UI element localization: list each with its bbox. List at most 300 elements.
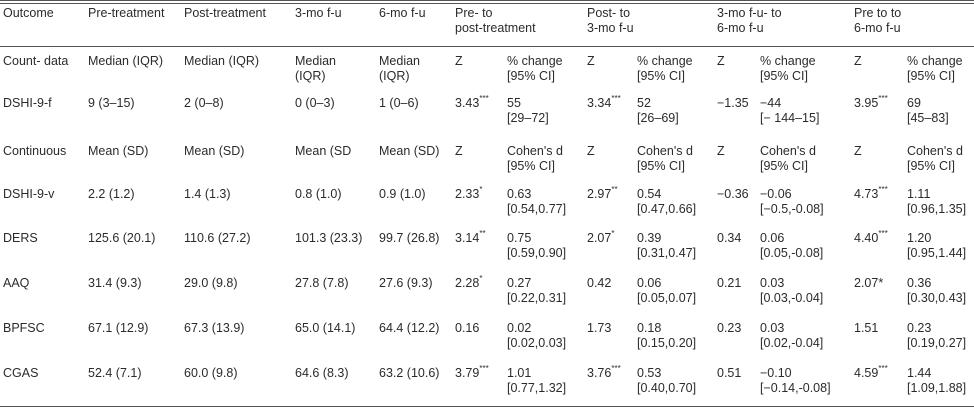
table-cell-line: DSHI-9-f [3, 96, 52, 110]
table-cell [584, 359, 634, 407]
table-row [0, 359, 974, 407]
table-cell-line: Z [587, 54, 595, 68]
table-cell-line: Mean (SD) [88, 144, 149, 158]
header-cell [452, 4, 536, 47]
table-cell-line [455, 96, 504, 111]
table-cell-line: −0.06 [760, 187, 792, 201]
table-cell-line [587, 96, 634, 111]
table-cell-line: Z [587, 144, 595, 158]
table-cell [181, 180, 292, 224]
table-cell [292, 180, 376, 224]
table-cell [85, 269, 181, 314]
table-cell [757, 359, 851, 407]
table-cell-line: 0.03 [760, 276, 785, 290]
table-cell-line [854, 187, 904, 202]
table-cell-line: 27.8 (7.8) [295, 276, 349, 290]
table-cell-line: 0.27 [507, 276, 532, 290]
table-cell-line: 0.9 (1.0) [379, 187, 426, 201]
table-cell [904, 180, 974, 224]
table-cell [714, 47, 757, 90]
table-cell-line: 0.42 [587, 276, 612, 290]
header-cell [292, 4, 376, 47]
z-value: 4.59 [854, 366, 879, 380]
table-cell [904, 269, 974, 314]
table-cell [181, 47, 292, 90]
z-value: 2.07 [587, 231, 612, 245]
header-cell [181, 4, 292, 47]
table-cell [634, 269, 714, 314]
table-cell-line: 1.4 (1.3) [184, 187, 231, 201]
table-cell-line [854, 96, 904, 111]
table-cell [292, 137, 376, 180]
table-cell-line: CGAS [3, 366, 39, 380]
row-label [0, 47, 85, 90]
table-cell-line: [0.05,-0.08] [760, 246, 824, 260]
table-cell [634, 224, 714, 269]
row-label [0, 180, 85, 224]
significance-marker: *** [611, 364, 621, 373]
table-cell-line: Cohen's d [907, 144, 963, 158]
table-cell-line: BPFSC [3, 321, 45, 335]
table-cell [584, 269, 634, 314]
z-value: 3.34 [587, 96, 612, 110]
table-cell [851, 269, 904, 314]
row-label [0, 224, 85, 269]
table-cell-line: 0.03 [760, 321, 785, 335]
table-row [0, 224, 974, 269]
table-cell-line: [0.02,-0.04] [760, 336, 824, 350]
table-cell [757, 137, 851, 180]
table-cell-line: % change [637, 54, 693, 68]
header-cell-line: Pre- to [455, 6, 493, 20]
table-cell-line: −0.10 [760, 366, 792, 380]
table-cell [757, 47, 851, 90]
table-cell [376, 137, 452, 180]
table-cell-line: 0.53 [637, 366, 662, 380]
table-cell-line: 2.07* [854, 276, 884, 290]
row-label [0, 89, 85, 137]
table-cell-line: Z [455, 54, 463, 68]
table-cell-line: 55 [507, 96, 521, 110]
z-value: 4.73 [854, 187, 879, 201]
table-cell-line: Z [717, 54, 725, 68]
table-cell-line: Mean (SD) [184, 144, 245, 158]
table-cell-line: % change [760, 54, 816, 68]
header-cell-line: post-treatment [455, 21, 536, 35]
table-cell [181, 314, 292, 359]
table-cell [292, 269, 376, 314]
z-value: 4.40 [854, 231, 879, 245]
table-cell [904, 89, 974, 137]
z-value: 3.76 [587, 366, 612, 380]
table-cell [851, 224, 904, 269]
table-cell [376, 224, 452, 269]
table-cell-line: [95% CI] [760, 159, 808, 173]
table-cell-line: −1.35 [717, 96, 749, 110]
table-cell-line: 0.18 [637, 321, 662, 335]
table-cell [757, 314, 851, 359]
table-cell [584, 89, 634, 137]
table-cell-line: 0.8 (1.0) [295, 187, 342, 201]
table-cell [292, 47, 376, 90]
table-cell [85, 180, 181, 224]
table-cell-line: 0.23 [907, 321, 932, 335]
table-cell-line: DERS [3, 231, 38, 245]
table-cell [904, 137, 974, 180]
table-cell [714, 359, 757, 407]
table-cell [181, 269, 292, 314]
table-cell [757, 269, 851, 314]
table-cell [85, 47, 181, 90]
table-cell-line: 0.34 [717, 231, 742, 245]
significance-marker: *** [479, 94, 489, 103]
table-cell-line: Z [455, 144, 463, 158]
table-cell-line: Z [854, 54, 862, 68]
table-row [0, 89, 974, 137]
table-cell [584, 314, 634, 359]
table-cell [714, 137, 757, 180]
table-cell [376, 89, 452, 137]
table-cell-line: 0.16 [455, 321, 480, 335]
table-cell [504, 137, 584, 180]
table-row [0, 180, 974, 224]
table-cell [504, 180, 584, 224]
table-cell-line: [0.02,0.03] [507, 336, 567, 350]
header-cell-line: 6-mo f-u [717, 21, 764, 35]
row-label [0, 269, 85, 314]
table-cell [851, 137, 904, 180]
header-cell [851, 4, 904, 47]
table-cell-line: Mean (SD) [379, 144, 440, 158]
table-cell-line: [0.59,0.90] [507, 246, 567, 260]
table-cell [292, 89, 376, 137]
table-cell-line: [26–69] [637, 111, 679, 125]
z-value: 3.79 [455, 366, 480, 380]
table-cell-line: 0.06 [637, 276, 662, 290]
header-cell [714, 4, 782, 47]
table-cell-line: 67.3 (13.9) [184, 321, 245, 335]
table-cell [757, 180, 851, 224]
table-cell [181, 224, 292, 269]
table-cell-line: [0.77,1.32] [507, 381, 567, 395]
table-cell [714, 269, 757, 314]
table-cell [634, 359, 714, 407]
table-cell [714, 89, 757, 137]
table-cell-line: [0.05,0.07] [637, 291, 697, 305]
table-cell [181, 137, 292, 180]
table-cell [452, 180, 504, 224]
table-cell-line [854, 366, 904, 381]
header-cell-line: 6-mo f-u [854, 21, 901, 35]
table-cell [584, 137, 634, 180]
table-cell [292, 314, 376, 359]
significance-marker: *** [611, 94, 621, 103]
table-cell-line: 1.20 [907, 231, 932, 245]
row-label [0, 359, 85, 407]
header-cell-line: 6-mo f-u [379, 6, 426, 20]
table-cell-line: 1.51 [854, 321, 879, 335]
table-cell-line: [− 144–15] [760, 111, 820, 125]
table-cell-line: 2.2 (1.2) [88, 187, 135, 201]
z-value: 2.28 [455, 276, 480, 290]
table-cell [85, 137, 181, 180]
table-cell-line: (IQR) [295, 69, 326, 83]
header-cell-line: Outcome [3, 6, 54, 20]
table-cell-line: [95% CI] [760, 69, 808, 83]
table-cell [292, 224, 376, 269]
table-cell-line: 31.4 (9.3) [88, 276, 142, 290]
table-cell [757, 89, 851, 137]
table-cell-line: 0.54 [637, 187, 662, 201]
table-cell-line: −44 [760, 96, 782, 110]
table-cell-line: [−0.14,-0.08] [760, 381, 831, 395]
table-cell-line [587, 187, 634, 202]
table-cell [85, 314, 181, 359]
table-cell-line: Z [854, 144, 862, 158]
significance-marker: ** [479, 229, 486, 238]
results-table [0, 4, 974, 407]
table-cell [504, 89, 584, 137]
table-cell-line: 65.0 (14.1) [295, 321, 356, 335]
table-cell-line: [29–72] [507, 111, 549, 125]
header-cell [904, 4, 974, 47]
table-cell-line: 1.01 [507, 366, 532, 380]
table-cell-line: [0.30,0.43] [907, 291, 967, 305]
table-cell [851, 89, 904, 137]
significance-marker: *** [479, 364, 489, 373]
header-cell-line: 3-mo f-u [295, 6, 342, 20]
table-cell-line: [95% CI] [907, 69, 955, 83]
row-label [0, 314, 85, 359]
header-cell [584, 4, 634, 47]
table-cell-line: % change [507, 54, 563, 68]
table-cell [452, 269, 504, 314]
table-cell-line: 110.6 (27.2) [184, 231, 251, 245]
table-cell-line [455, 231, 504, 246]
table-cell-line: Cohen's d [760, 144, 816, 158]
table-cell [376, 359, 452, 407]
table-cell-line: Cohen's d [637, 144, 693, 158]
table-cell-line: (IQR) [379, 69, 410, 83]
z-value: 3.43 [455, 96, 480, 110]
table-cell [452, 359, 504, 407]
table-cell-line: AAQ [3, 276, 30, 290]
table-cell-line: [0.95,1.44] [907, 246, 967, 260]
table-cell-line: 0.39 [637, 231, 662, 245]
table-cell-line: 101.3 (23.3) [295, 231, 363, 245]
table-cell [376, 180, 452, 224]
table-cell [85, 359, 181, 407]
z-value: 2.97 [587, 187, 612, 201]
table-cell-line: [0.15,0.20] [637, 336, 697, 350]
table-cell-line: 0 (0–3) [295, 96, 335, 110]
table-cell [504, 359, 584, 407]
table-row [0, 269, 974, 314]
table-cell-line: [95% CI] [907, 159, 955, 173]
table-cell-line: [1.09,1.88] [907, 381, 967, 395]
table-cell [904, 314, 974, 359]
header-row [0, 4, 974, 47]
table-cell-line: % change [907, 54, 963, 68]
table-cell [904, 359, 974, 407]
z-value: 3.95 [854, 96, 879, 110]
row-label [0, 137, 85, 180]
table-cell-line: 0.75 [507, 231, 532, 245]
table-cell-line: [95% CI] [637, 159, 685, 173]
table-cell-line [854, 231, 904, 246]
significance-marker: *** [878, 94, 888, 103]
table-cell [634, 89, 714, 137]
significance-marker: *** [878, 185, 888, 194]
table-cell-line: Median [295, 54, 336, 68]
table-cell-line: [0.47,0.66] [637, 202, 697, 216]
table-cell [851, 180, 904, 224]
table-cell-line: −0.36 [717, 187, 749, 201]
header-cell [85, 4, 181, 47]
table-cell [584, 224, 634, 269]
table-cell-line: 0.02 [507, 321, 532, 335]
table-cell-line: [0.54,0.77] [507, 202, 567, 216]
table-cell-line: 29.0 (9.8) [184, 276, 238, 290]
table-cell-line [455, 366, 504, 381]
table-cell-line: [0.40,0.70] [637, 381, 697, 395]
table-cell [85, 89, 181, 137]
table-cell-line: [95% CI] [637, 69, 685, 83]
table-cell [634, 180, 714, 224]
table-cell-line: [95% CI] [507, 69, 555, 83]
table-cell [851, 359, 904, 407]
table-cell [452, 47, 504, 90]
table-cell-line: 0.21 [717, 276, 742, 290]
table-cell-line: 60.0 (9.8) [184, 366, 238, 380]
table-cell [452, 224, 504, 269]
table-cell [714, 180, 757, 224]
table-cell [376, 314, 452, 359]
table-cell-line: Z [717, 144, 725, 158]
significance-marker: * [479, 274, 483, 283]
table-cell [292, 359, 376, 407]
table-cell-line: 0.23 [717, 321, 742, 335]
header-cell-line: Post-treatment [184, 6, 266, 20]
table-cell [584, 47, 634, 90]
table-cell [851, 47, 904, 90]
header-cell [634, 4, 714, 47]
table-cell-line: 64.6 (8.3) [295, 366, 349, 380]
significance-marker: ** [611, 185, 618, 194]
table-cell [757, 224, 851, 269]
table-cell-line: Cohen's d [507, 144, 563, 158]
table-cell-line: 2 (0–8) [184, 96, 224, 110]
table-cell-line: 1.44 [907, 366, 932, 380]
table-cell-line: 9 (3–15) [88, 96, 135, 110]
table-cell-line: [−0.5,-0.08] [760, 202, 824, 216]
table-cell-line: Median [379, 54, 420, 68]
table-cell-line: Count- data [3, 54, 69, 68]
z-value: 2.33 [455, 187, 480, 201]
table-cell [714, 314, 757, 359]
table-cell [904, 47, 974, 90]
table-cell [634, 137, 714, 180]
table-cell-line: Continuous [3, 144, 67, 158]
table-cell-line [587, 366, 634, 381]
table-cell-line: 1 (0–6) [379, 96, 419, 110]
table-cell-line: 99.7 (26.8) [379, 231, 440, 245]
table-cell-line: 1.11 [907, 187, 931, 201]
table-cell-line: [0.96,1.35] [907, 202, 967, 216]
table-cell [504, 314, 584, 359]
table-cell [504, 47, 584, 90]
table-cell [452, 89, 504, 137]
table-cell-line: 52 [637, 96, 651, 110]
table-cell-line: [0.31,0.47] [637, 246, 697, 260]
header-cell-line: Pre to to [854, 6, 902, 20]
table-cell-line [455, 187, 504, 202]
table-cell-line: 63.2 (10.6) [379, 366, 440, 380]
significance-marker: *** [878, 364, 888, 373]
table-cell-line: 52.4 (7.1) [88, 366, 142, 380]
header-cell-line: 3-mo f-u [587, 21, 634, 35]
table-cell-line [587, 231, 634, 246]
table-cell-line: [0.03,-0.04] [760, 291, 824, 305]
header-cell [376, 4, 452, 47]
table-cell [504, 224, 584, 269]
header-cell-line: 3-mo f-u- to [717, 6, 782, 20]
table-cell [376, 47, 452, 90]
table-cell-line: [45–83] [907, 111, 949, 125]
table-row [0, 47, 974, 90]
table-cell [634, 47, 714, 90]
table-cell-line: DSHI-9-v [3, 187, 55, 201]
table-cell-line: 27.6 (9.3) [379, 276, 433, 290]
table-cell [584, 180, 634, 224]
table-cell-line: [0.22,0.31] [507, 291, 567, 305]
table-cell-line: 67.1 (12.9) [88, 321, 149, 335]
table-cell-line: 0.36 [907, 276, 932, 290]
table-cell-line: 64.4 (12.2) [379, 321, 440, 335]
header-cell [0, 4, 85, 47]
table-cell [504, 269, 584, 314]
table-cell-line: 1.73 [587, 321, 612, 335]
table-row [0, 137, 974, 180]
table-cell-line: [0.19,0.27] [907, 336, 967, 350]
table-cell-line: Mean (SD [295, 144, 352, 158]
table-cell [181, 359, 292, 407]
table-cell-line: Median (IQR) [184, 54, 260, 68]
significance-marker: *** [878, 229, 888, 238]
table-cell [904, 224, 974, 269]
table-cell-line: 0.51 [717, 366, 742, 380]
significance-marker: * [611, 229, 615, 238]
table-cell-line: 125.6 (20.1) [88, 231, 156, 245]
table-cell [452, 314, 504, 359]
table-cell-line: 0.63 [507, 187, 532, 201]
table-cell [452, 137, 504, 180]
table-cell [181, 89, 292, 137]
header-cell-line: Pre-treatment [88, 6, 165, 20]
table-row [0, 314, 974, 359]
table-cell [851, 314, 904, 359]
table-cell-line [455, 276, 504, 291]
table-cell [634, 314, 714, 359]
table-cell [714, 224, 757, 269]
table-cell-line: 0.06 [760, 231, 785, 245]
significance-marker: * [479, 185, 483, 194]
z-value: 3.14 [455, 231, 480, 245]
table-cell-line: [95% CI] [507, 159, 555, 173]
header-cell-line: Post- to [587, 6, 631, 20]
table-cell [85, 224, 181, 269]
table-cell [376, 269, 452, 314]
